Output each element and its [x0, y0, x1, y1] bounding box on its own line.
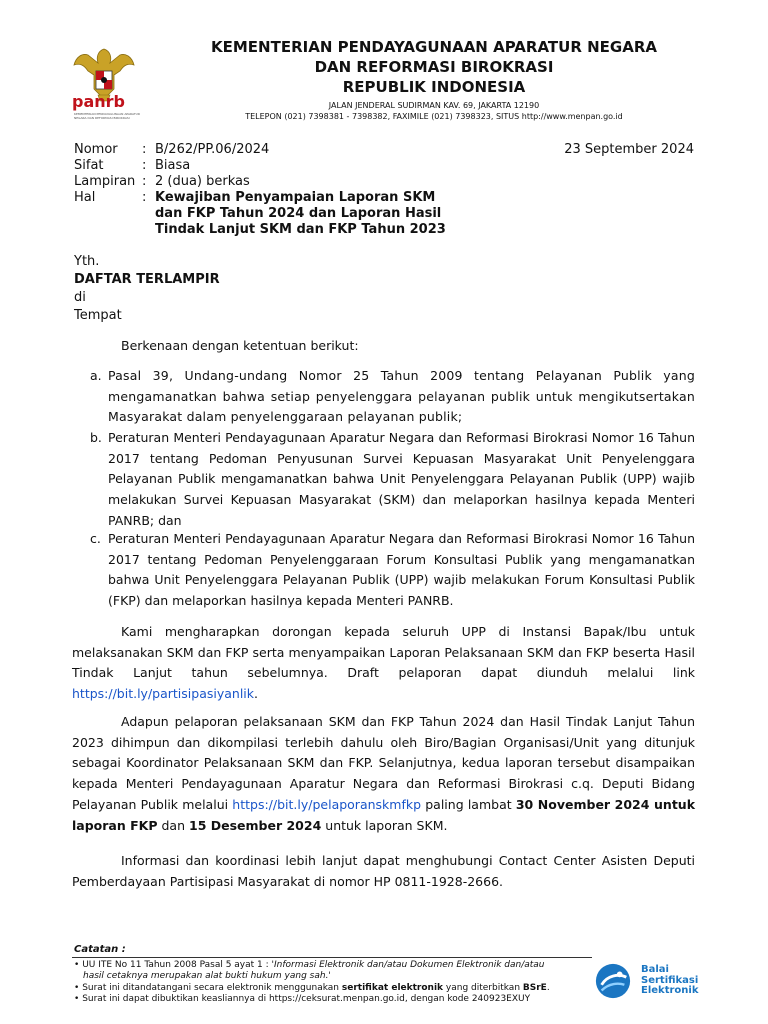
- separator: :: [142, 190, 147, 205]
- note-2-text: Surat ini ditandatangani secara elektronik menggunakan: [82, 983, 340, 993]
- separator: :: [142, 174, 147, 189]
- panrb-logo-text: panrb: [72, 92, 125, 111]
- hal-label: Hal: [74, 190, 96, 205]
- footer-note-1: [74, 960, 584, 971]
- intro-text: Berkenaan dengan ketentuan berikut:: [121, 338, 359, 353]
- org-line-2: DAN REFORMASI BIROKRASI: [314, 58, 554, 76]
- recipient-di: di: [74, 290, 86, 305]
- bsre-line-1: Balai: [641, 964, 669, 975]
- sifat-label: Sifat: [74, 158, 104, 173]
- hal-line-3: Tindak Lanjut SKM dan FKP Tahun 2023: [155, 222, 446, 237]
- note-2-text-b: yang diterbitkan: [445, 983, 521, 993]
- footer-divider: [72, 957, 592, 958]
- note-1-quote: 'Informasi Elektronik dan/atau Dokumen Elektronik dan/atau: [271, 960, 545, 970]
- lampiran-label: Lampiran: [74, 174, 136, 189]
- logo-subtext: KEMENTERIAN PENDAYAGUNAAN APARATUR NEGARA DAN REFORMASI BIROKRASI: [74, 112, 140, 120]
- contact: TELEPON (021) 7398381 - 7398382, FAXIMILE (021) 7398323, SITUS http://www.menpan.go.id: [245, 112, 623, 121]
- list-letter-b: b.: [90, 430, 102, 445]
- pelaporan-link[interactable]: https://bit.ly/pelaporanskmfkp: [232, 796, 422, 812]
- paragraph-2: [72, 712, 695, 836]
- list-item-b: Peraturan Menteri Pendayagunaan Aparatur Negara dan Reformasi Birokrasi Nomor 16 Tahun 2017 tentang Pedoman Penyusunan Survei Kepuasan Masyarakat Unit Penyelenggara Pelayanan Publik mengamanatkan bahwa Unit Penyelenggara Pelayanan Publik (UPP) wajib melakukan Survei Kepuasan Masyarakat (SKM) dan melaporkan hasilnya kepada Menteri PANRB; dan: [108, 430, 695, 528]
- separator: :: [142, 158, 147, 173]
- note-1-law: UU ITE No 11 Tahun 2008 Pasal 5 ayat 1 :: [82, 960, 269, 970]
- note-1-quote-cont: hasil cetaknya merupakan alat bukti hukum yang sah.': [83, 971, 331, 981]
- paragraph-2-conj: dan: [161, 817, 186, 833]
- address: JALAN JENDERAL SUDIRMAN KAV. 69, JAKARTA 12190: [328, 101, 540, 110]
- paragraph-2-deadline-text: paling lambat: [425, 796, 512, 812]
- footer-note-3: [74, 994, 584, 1005]
- list-letter-c: c.: [90, 531, 101, 546]
- list-item-a: Pasal 39, Undang-undang Nomor 25 Tahun 2009 tentang Pelayanan Publik yang mengamanatkan bahwa setiap penyelenggara pelayanan publik untuk mengikutsertakan Masyarakat dalam penyelenggaraan pelayanan publik;: [108, 368, 695, 425]
- bsre-logo-icon: [594, 962, 632, 1000]
- recipient-tempat: Tempat: [74, 308, 122, 323]
- list-letter-a: a.: [90, 368, 102, 383]
- bsre-line-2: Sertifikasi: [641, 974, 699, 986]
- yth: Yth.: [74, 254, 100, 269]
- org-line-1: KEMENTERIAN PENDAYAGUNAAN APARATUR NEGARA: [211, 38, 657, 56]
- note-2-end: .: [546, 983, 550, 993]
- footer-note-1-cont: [83, 971, 593, 982]
- recipient-name: DAFTAR TERLAMPIR: [74, 272, 220, 287]
- org-line-3: REPUBLIK INDONESIA: [342, 78, 526, 96]
- bsre-line-3: Elektronik: [641, 985, 699, 996]
- letter-date: 23 September 2024: [564, 142, 694, 157]
- nomor-label: Nomor: [74, 142, 118, 157]
- partisipasi-link[interactable]: https://bit.ly/partisipasiyanlik: [72, 686, 255, 702]
- paragraph-2-text: Adapun pelaporan pelaksanaan SKM dan FKP Tahun 2024 dan Hasil Tindak Lanjut Tahun 2023 dihimpun dan dikompilasi terlebih dahulu oleh Biro/Bagian Organisasi/Unit yang ditunjuk sebagai Koordinator Pelaksanaan SKM dan FKP. Selanjutnya, kedua laporan tersebut disampaikan kepada Menteri Pendayagunaan Aparatur Negara dan Reformasi Birokrasi c.q. Deputi Bidang Pelayanan Publik melalui: [72, 714, 695, 812]
- sifat-value: Biasa: [155, 158, 191, 173]
- note-3-text: Surat ini dapat dibuktikan keasliannya di https://ceksurat.menpan.go.id, dengan kode 240923EXUY: [82, 994, 531, 1004]
- hal-line-1: Kewajiban Penyampaian Laporan SKM: [155, 190, 436, 205]
- nomor-value: B/262/PP.06/2024: [155, 142, 270, 157]
- deadline-skm: 15 Desember 2024: [189, 817, 322, 833]
- deadline-fkp: 30 November 2024 untuk laporan FKP: [72, 796, 696, 833]
- paragraph-1: [72, 622, 695, 705]
- bsre-text: [641, 965, 698, 997]
- note-2-bsre: BSrE: [522, 983, 547, 993]
- paragraph-1-end: .: [254, 686, 258, 702]
- bullet: •: [74, 994, 80, 1004]
- separator: :: [142, 142, 147, 157]
- paragraph-2-end: untuk laporan SKM.: [325, 817, 448, 833]
- hal-line-2: dan FKP Tahun 2024 dan Laporan Hasil: [155, 206, 442, 221]
- paragraph-3: Informasi dan koordinasi lebih lanjut dapat menghubungi Contact Center Asisten Deputi Pemberdayaan Partisipasi Masyarakat di nomor HP 0811-1928-2666.: [72, 853, 695, 889]
- footer-note-2: [74, 983, 584, 994]
- note-2-bold: sertifikat elektronik: [341, 983, 444, 993]
- bullet: •: [74, 960, 80, 970]
- lampiran-value: 2 (dua) berkas: [155, 174, 250, 189]
- bullet: •: [74, 983, 80, 993]
- catatan-label: Catatan :: [74, 944, 126, 955]
- paragraph-1-text: Kami mengharapkan dorongan kepada seluruh UPP di Instansi Bapak/Ibu untuk melaksanakan SKM dan FKP serta menyampaikan Laporan Pelaksanaan SKM dan FKP beserta Hasil Tindak Lanjut tahun sebelumnya. Draft pelaporan dapat diunduh melalui link: [72, 624, 695, 681]
- list-item-c: Peraturan Menteri Pendayagunaan Aparatur Negara dan Reformasi Birokrasi Nomor 16 Tahun 2017 tentang Pedoman Penyelenggaraan Forum Konsultasi Publik yang mengamanatkan bahwa Unit Penyelenggara Pelayanan Publik (UPP) wajib melakukan Forum Konsultasi Publik (FKP) dan melaporkan hasilnya kepada Menteri PANRB.: [108, 531, 695, 609]
